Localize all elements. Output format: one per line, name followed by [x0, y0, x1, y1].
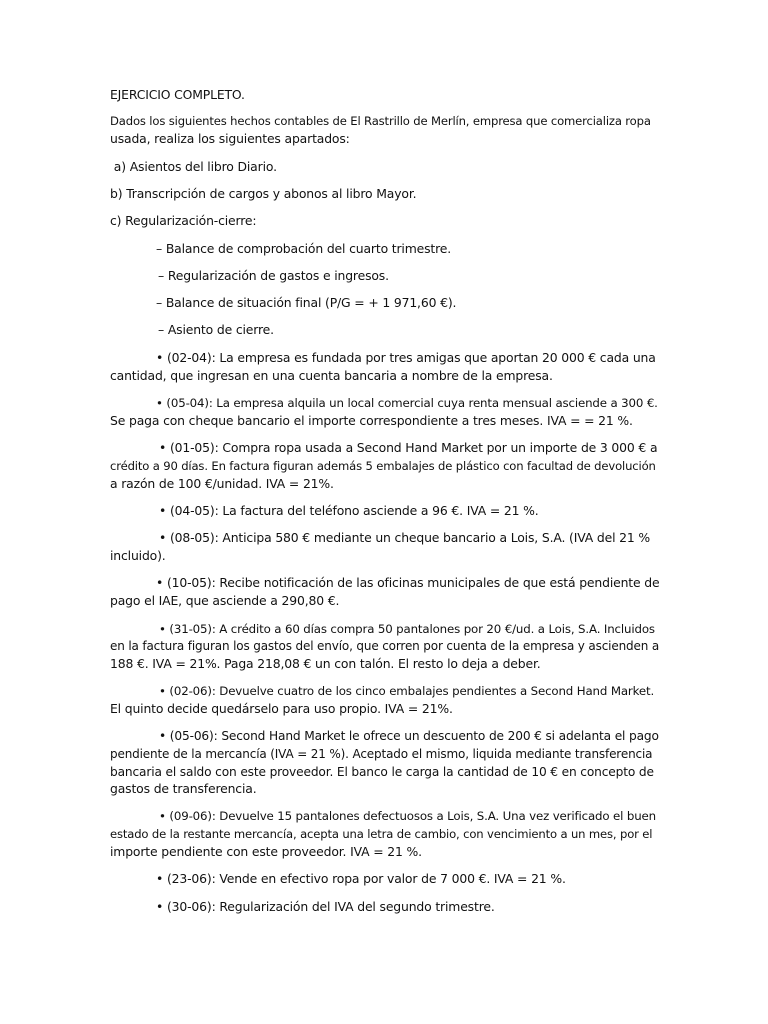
fact-line: pendiente de la mercancía (IVA = 21 %). Aceptado el mismo, liquida mediante transferencia [110, 747, 653, 761]
fact-line: estado de la restante mercancía, acepta una letra de cambio, con vencimiento a un mes, por el [110, 827, 653, 841]
document-title: EJERCICIO COMPLETO. [110, 87, 245, 102]
section-c: c) Regularización-cierre: [110, 213, 257, 228]
fact-line: El quinto decide quedárselo para uso propio. IVA = 21%. [110, 701, 453, 716]
fact-item: • (31-05): A crédito a 60 días compra 50 pantalones por 20 €/ud. a Lois, S.A. Incluidos [159, 622, 655, 636]
subsection-item: – Balance de comprobación del cuarto trimestre. [156, 241, 452, 256]
fact-line: a razón de 100 €/unidad. IVA = 21%. [110, 476, 334, 491]
fact-item: • (05-04): La empresa alquila un local comercial cuya renta mensual asciende a 300 €. [156, 396, 658, 410]
fact-line: bancaria el saldo con este proveedor. El banco le carga la cantidad de 10 € en concepto de [110, 765, 654, 779]
fact-item: • (01-05): Compra ropa usada a Second Hand Market por un importe de 3 000 € a [159, 440, 658, 455]
subsection-item: – Balance de situación final (P/G = + 1 971,60 €). [156, 295, 457, 310]
fact-item: • (04-05): La factura del teléfono asciende a 96 €. IVA = 21 %. [159, 503, 539, 518]
fact-item: • (08-05): Anticipa 580 € mediante un cheque bancario a Lois, S.A. (IVA del 21 % [159, 530, 651, 545]
fact-line: crédito a 90 días. En factura figuran además 5 embalajes de plástico con facultad de devolución [110, 459, 656, 473]
fact-item: • (02-06): Devuelve cuatro de los cinco embalajes pendientes a Second Hand Market. [159, 684, 655, 698]
subsection-item: – Asiento de cierre. [158, 322, 274, 337]
fact-item: • (23-06): Vende en efectivo ropa por valor de 7 000 €. IVA = 21 %. [156, 871, 566, 886]
intro-line: Dados los siguientes hechos contables de El Rastrillo de Merlín, empresa que comercializa ropa [110, 114, 651, 128]
fact-line: incluido). [110, 548, 166, 563]
fact-line: Se paga con cheque bancario el importe correspondiente a tres meses. IVA = = 21 %. [110, 413, 633, 428]
section-a: a) Asientos del libro Diario. [110, 159, 277, 174]
fact-item: • (09-06): Devuelve 15 pantalones defectuosos a Lois, S.A. Una vez verificado el buen [159, 809, 656, 823]
fact-item: • (30-06): Regularización del IVA del segundo trimestre. [156, 899, 495, 914]
fact-line: 188 €. IVA = 21%. Paga 218,08 € un con talón. El resto lo deja a deber. [110, 656, 541, 671]
intro-line: usada, realiza los siguientes apartados: [110, 131, 350, 146]
fact-line: en la factura figuran los gastos del envío, que corren por cuenta de la empresa y ascienden a [110, 639, 660, 653]
fact-item: • (02-04): La empresa es fundada por tres amigas que aportan 20 000 € cada una [156, 350, 656, 365]
fact-line: cantidad, que ingresan en una cuenta bancaria a nombre de la empresa. [110, 368, 553, 383]
fact-line: gastos de transferencia. [110, 781, 257, 796]
fact-line: pago el IAE, que asciende a 290,80 €. [110, 593, 340, 608]
fact-item: • (10-05): Recibe notificación de las oficinas municipales de que está pendiente de [156, 575, 660, 590]
fact-line: importe pendiente con este proveedor. IVA = 21 %. [110, 844, 422, 859]
subsection-item: – Regularización de gastos e ingresos. [158, 268, 389, 283]
fact-item: • (05-06): Second Hand Market le ofrece un descuento de 200 € si adelanta el pago [159, 729, 659, 743]
section-b: b) Transcripción de cargos y abonos al libro Mayor. [110, 186, 417, 201]
